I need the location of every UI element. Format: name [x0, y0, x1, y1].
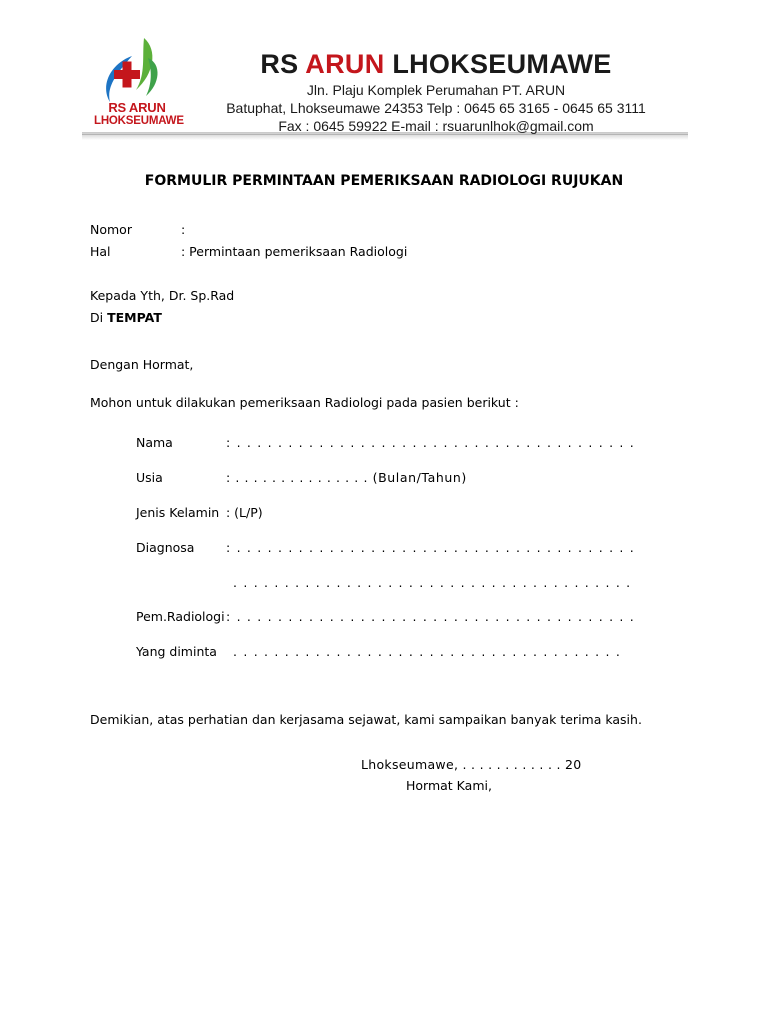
hospital-logo — [92, 34, 182, 132]
closing-paragraph: Demikian, atas perhatian dan kerjasama sejawat, kami sampaikan banyak terima kasih. — [90, 712, 642, 727]
patient-value-yang-diminta: . . . . . . . . . . . . . . . . . . . . . . . . . . . . . . . . . . . . . . — [233, 644, 622, 659]
field-label-hal: Hal — [90, 244, 111, 259]
recipient-prefix: Di — [90, 310, 104, 325]
patient-value-pem-radiologi: : . . . . . . . . . . . . . . . . . . . . . . . . . . . . . . . . . . . . . . . — [226, 609, 635, 624]
logo-text-rs-arun: RS ARUN — [108, 100, 166, 115]
patient-label-nama: Nama — [136, 435, 173, 450]
signature-regards: Hormat Kami, — [406, 778, 492, 793]
field-value-nomor: : — [181, 222, 186, 237]
patient-label-pem-radiologi: Pem.Radiologi — [136, 609, 225, 624]
field-label-nomor: Nomor — [90, 222, 132, 237]
patient-label-diagnosa: Diagnosa — [136, 540, 195, 555]
form-title: FORMULIR PERMINTAAN PEMERIKSAAN RADIOLOGI RUJUKAN — [144, 173, 624, 189]
patient-value-diagnosa: : . . . . . . . . . . . . . . . . . . . . . . . . . . . . . . . . . . . . . . . — [226, 540, 635, 555]
recipient-place: TEMPAT — [107, 310, 162, 325]
patient-label-yang-diminta: Yang diminta — [136, 644, 217, 659]
logo-text-lhokseumawe: LHOKSEUMAWE — [94, 115, 184, 127]
greeting: Dengan Hormat, — [90, 357, 194, 372]
address-line-1: Jln. Plaju Komplek Perumahan PT. ARUN — [306, 82, 566, 98]
patient-value-nama: : . . . . . . . . . . . . . . . . . . . . . . . . . . . . . . . . . . . . . . . — [226, 435, 635, 450]
patient-value-diagnosa-continued: . . . . . . . . . . . . . . . . . . . . . . . . . . . . . . . . . . . . . . . — [233, 575, 632, 590]
hospital-name-prefix: RS — [260, 49, 299, 79]
field-value-hal: : Permintaan pemeriksaan Radiologi — [181, 244, 408, 259]
recipient-line-2 — [90, 310, 162, 326]
recipient-line-1: Kepada Yth, Dr. Sp.Rad — [90, 288, 235, 303]
signature-place-date: Lhokseumawe, . . . . . . . . . . . . 20 — [361, 757, 582, 772]
patient-label-jenis-kelamin: Jenis Kelamin — [136, 505, 220, 520]
patient-value-usia: : . . . . . . . . . . . . . . . (Bulan/Tahun) — [226, 470, 467, 485]
address-line-2: Batuphat, Lhokseumawe 24353 Telp : 0645 65 3165 - 0645 65 3111 — [226, 100, 646, 116]
patient-value-jenis-kelamin: : (L/P) — [226, 505, 263, 520]
hospital-name — [186, 48, 686, 80]
address-line-3: Fax : 0645 59922 E-mail : rsuarunlhok@gmail.com — [278, 118, 594, 134]
patient-label-usia: Usia — [136, 470, 163, 485]
hospital-name-suffix: LHOKSEUMAWE — [392, 49, 612, 79]
intro-paragraph: Mohon untuk dilakukan pemeriksaan Radiologi pada pasien berikut : — [90, 395, 519, 410]
hospital-name-accent: ARUN — [305, 49, 385, 79]
